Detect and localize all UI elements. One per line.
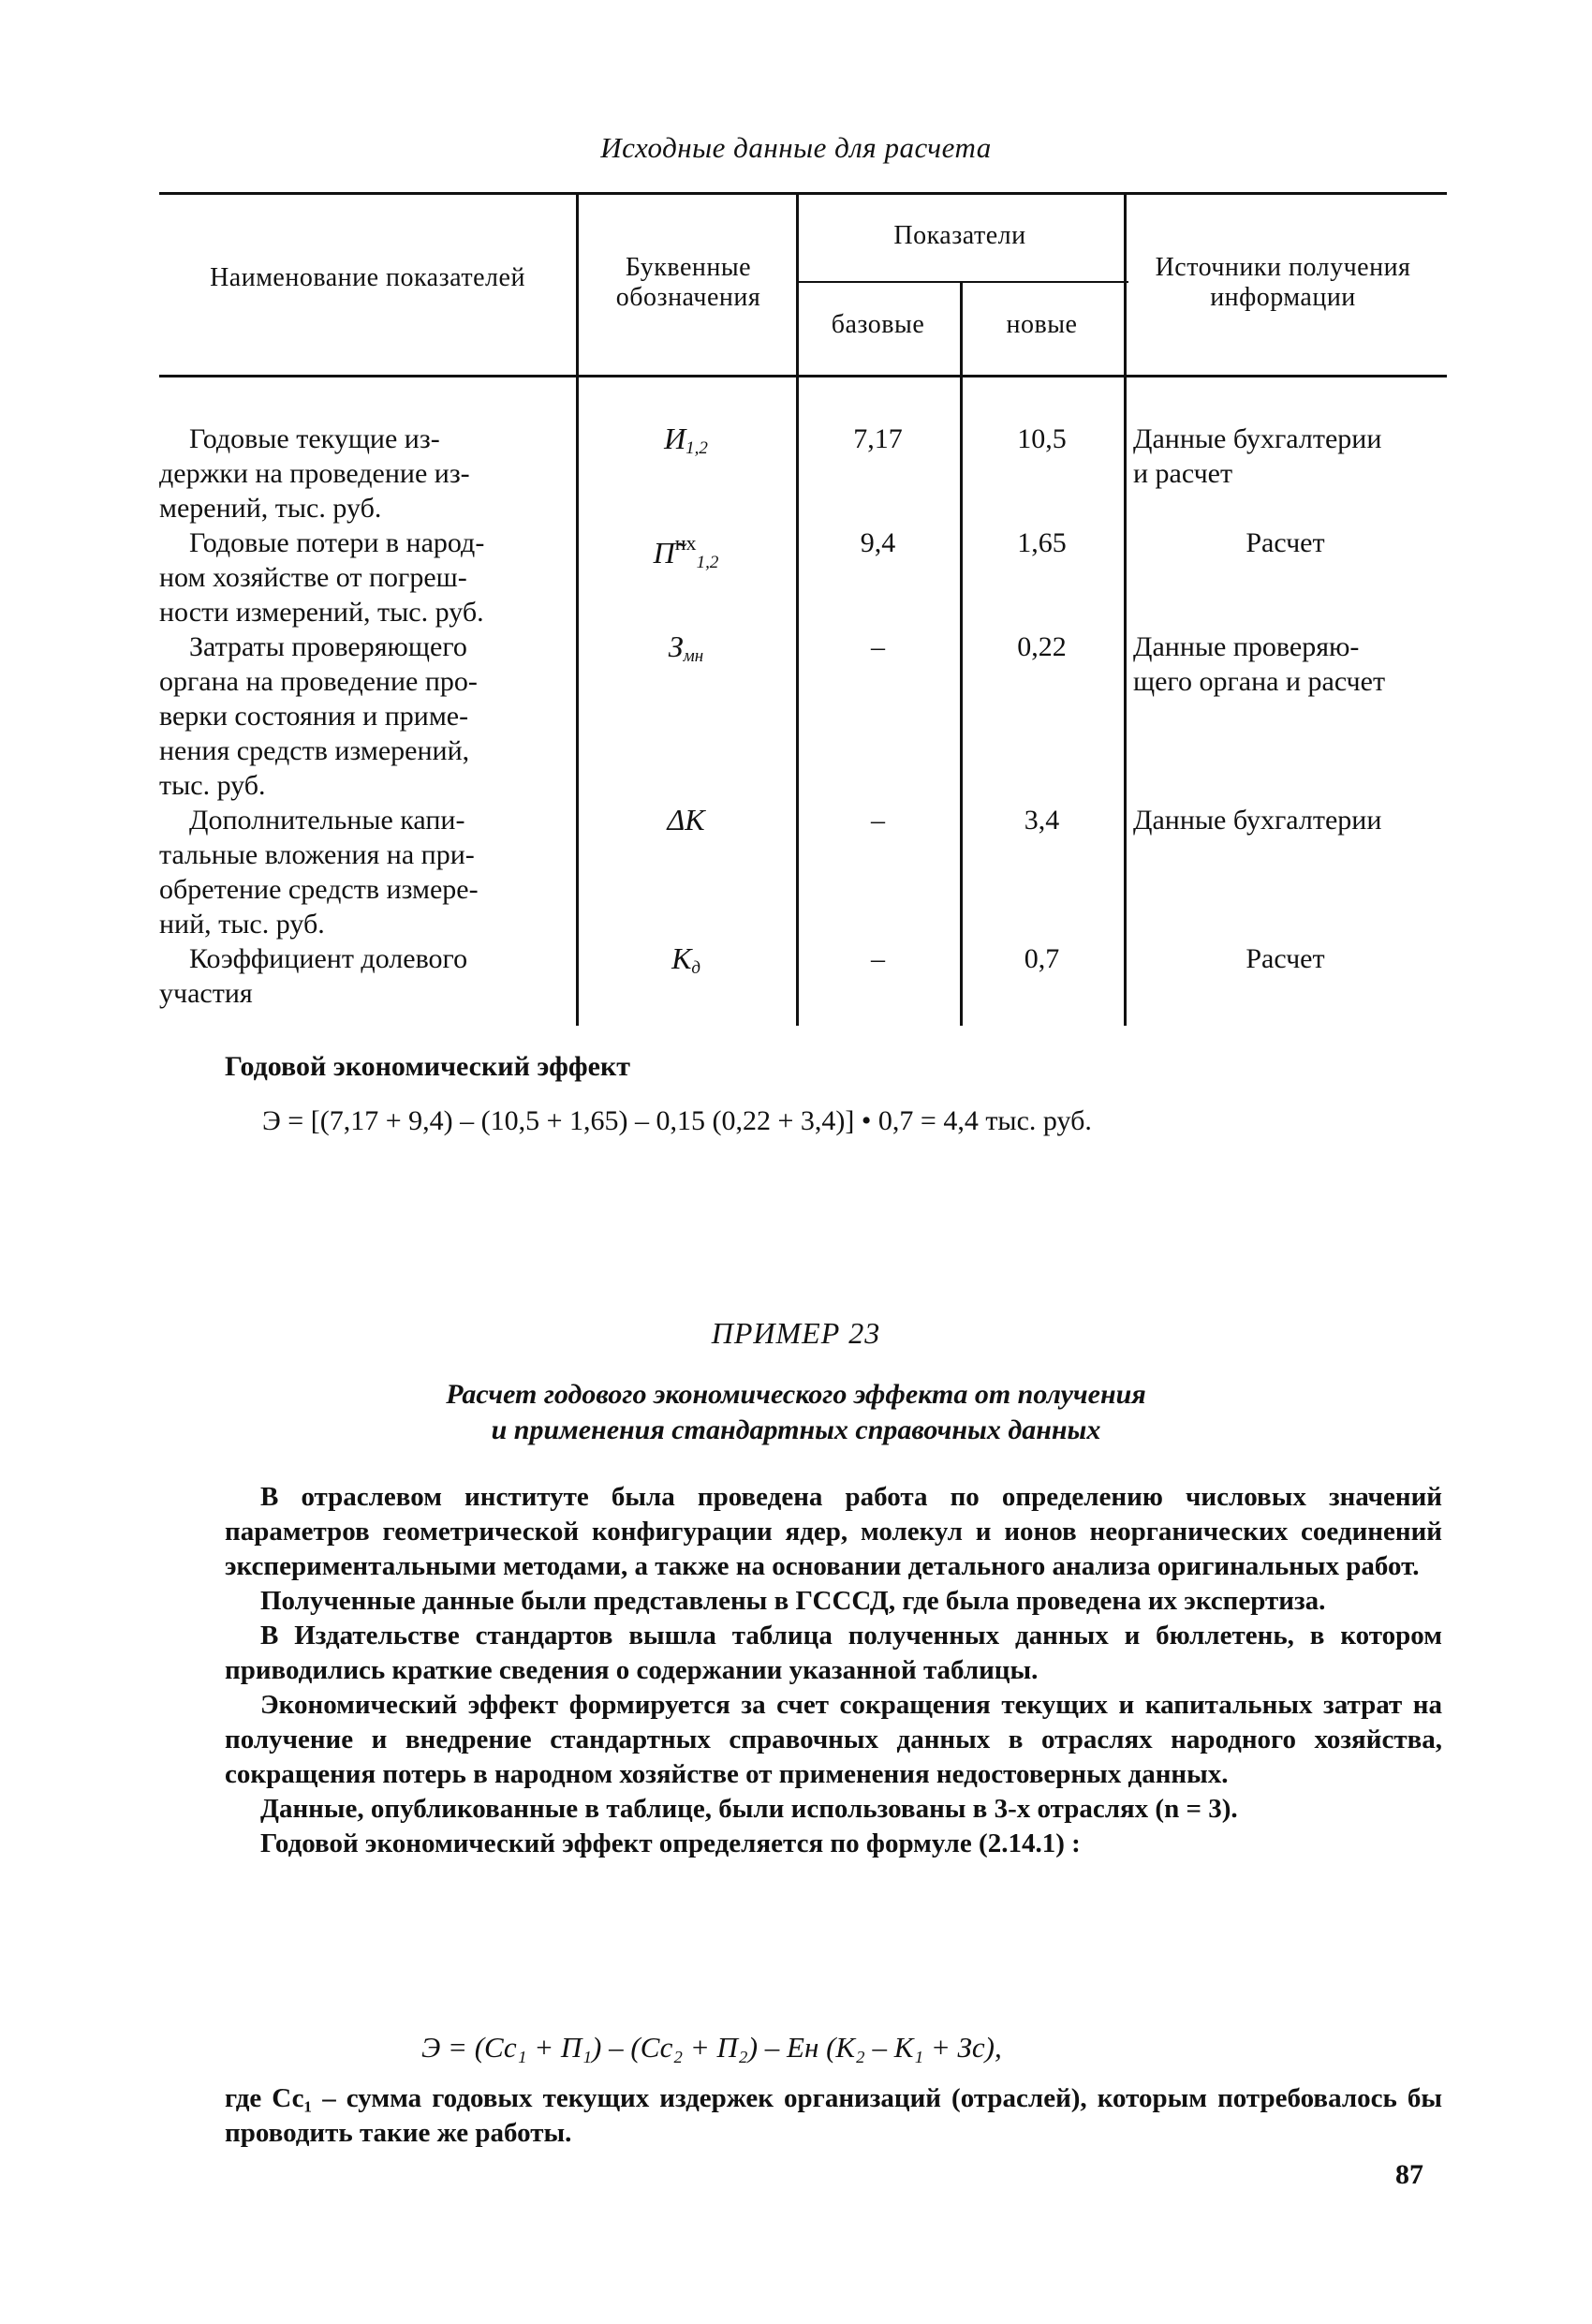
row-name-line: ний, тыс. руб. bbox=[159, 909, 325, 940]
col-divider bbox=[576, 192, 579, 1026]
row-base-value: 9,4 bbox=[860, 527, 896, 558]
header-symbol: Буквенные обозначения bbox=[615, 253, 761, 312]
row-name-line: органа на проведение про- bbox=[159, 666, 478, 697]
header-name: Наименование показателей bbox=[210, 263, 525, 292]
row-base-value: – bbox=[871, 805, 885, 836]
row-name-line: Годовые потери в народ- bbox=[189, 527, 485, 558]
row-base-value: – bbox=[871, 943, 885, 974]
row-new-value: 10,5 bbox=[1017, 423, 1067, 454]
table-caption: Исходные данные для расчета bbox=[600, 131, 992, 164]
row-name-line: Годовые текущие из- bbox=[189, 423, 440, 454]
row-symbol: $И_{1,2}$ bbox=[664, 422, 708, 458]
row-name-line: обретение средств измере- bbox=[159, 874, 479, 905]
header-new: новые bbox=[1006, 310, 1078, 339]
example-heading: ПРИМЕР 23 bbox=[711, 1316, 881, 1350]
effect-formula: Э = [(7,17 + 9,4) – (10,5 + 1,65) – 0,15 (0,22 + 3,4)] • 0,7 = 4,4 тыс. руб. bbox=[262, 1105, 1092, 1136]
table-row bbox=[159, 525, 576, 629]
header-source: Источники получения информации bbox=[1155, 253, 1411, 312]
row-new-value: 0,7 bbox=[1024, 943, 1060, 974]
table-row bbox=[159, 941, 576, 1011]
paragraph: Данные, опубликованные в таблице, были использованы в 3-х отраслях (n = 3). bbox=[260, 1794, 1238, 1824]
example-subtitle-line2: и применения стандартных справочных данных bbox=[491, 1414, 1101, 1445]
row-base-value: 7,17 bbox=[853, 423, 903, 454]
row-name-line: Коэффициент долевого bbox=[189, 943, 468, 974]
row-name-line: тыс. руб. bbox=[159, 770, 266, 801]
row-name-line: Дополнительные капи- bbox=[189, 805, 465, 836]
header-bottom-rule bbox=[159, 375, 1447, 377]
header-base: базовые bbox=[831, 310, 925, 339]
row-new-value: 3,4 bbox=[1024, 805, 1060, 836]
table-top-rule bbox=[159, 192, 1447, 195]
body-text bbox=[225, 1480, 1442, 1861]
row-base-value: – bbox=[871, 631, 885, 662]
row-new-value: 0,22 bbox=[1017, 631, 1067, 662]
paragraph: Годовой экономический эффект определяется по формуле (2.14.1) : bbox=[260, 1828, 1081, 1858]
formula-2-14-1: Э = (Сс₁ + П₁) – (Сс₂ + П₂) – Ен (К₂ – К₁ + Зс), bbox=[421, 2031, 1002, 2064]
row-name-line: тальные вложения на при- bbox=[159, 839, 475, 870]
table-row bbox=[159, 422, 576, 525]
example-subtitle-line1: Расчет годового экономического эффекта от получения bbox=[446, 1379, 1146, 1410]
row-source: Данные бухгалтерии и расчет bbox=[1133, 423, 1382, 489]
row-name-line: держки на проведение из- bbox=[159, 458, 470, 489]
col-divider bbox=[1124, 192, 1127, 1026]
row-name-line: мерений, тыс. руб. bbox=[159, 493, 382, 524]
paragraph: Экономический эффект формируется за счет сокращения текущих и капитальных затрат на получение и внедрение стандартных справочных данных в отраслях народного хозяйства, сокращения потерь в народном хозяйстве от применения недостоверных данных. bbox=[225, 1690, 1442, 1789]
row-source: Расчет bbox=[1246, 943, 1325, 974]
row-name-line: ном хозяйстве от погреш- bbox=[159, 562, 467, 593]
row-name-line: Затраты проверяющего bbox=[189, 631, 467, 662]
row-symbol: П̃$^{нх}_{1,2}$ bbox=[653, 531, 719, 572]
paragraph: Полученные данные были представлены в ГСССД, где была проведена их экспертиза. bbox=[260, 1586, 1326, 1616]
effect-label: Годовой экономический эффект bbox=[225, 1051, 630, 1082]
row-symbol: $З_{мн}$ bbox=[668, 629, 704, 666]
where-paragraph: где Сс₁ – сумма годовых текущих издержек организаций (отраслей), которым потребовалось бы проводить такие же работы. bbox=[225, 2083, 1442, 2148]
where-text bbox=[225, 2081, 1442, 2151]
header-indicators: Показатели bbox=[893, 221, 1026, 250]
row-source: Данные проверяю- щего органа и расчет bbox=[1133, 631, 1386, 697]
row-name-line: верки состояния и приме- bbox=[159, 701, 469, 732]
table-row bbox=[159, 803, 576, 941]
row-source: Расчет bbox=[1246, 527, 1325, 558]
row-name-line: участия bbox=[159, 978, 253, 1009]
row-symbol: $К_д$ bbox=[671, 941, 700, 978]
row-symbol: ΔК bbox=[667, 803, 705, 836]
paragraph: В отраслевом институте была проведена работа по определению числовых значений параметров геометрической конфигурации ядер, молекул и ионов неорганических соединений экспериментальными методами, а также на основании детального анализа оригинальных работ. bbox=[225, 1482, 1442, 1581]
row-source: Данные бухгалтерии bbox=[1133, 805, 1382, 836]
row-name-line: ности измерений, тыс. руб. bbox=[159, 597, 484, 628]
row-name-line: нения средств измерений, bbox=[159, 735, 470, 766]
table-row bbox=[159, 629, 576, 803]
page-number: 87 bbox=[1395, 2159, 1423, 2190]
row-new-value: 1,65 bbox=[1017, 527, 1067, 558]
data-table bbox=[159, 192, 1447, 1026]
paragraph: В Издательстве стандартов вышла таблица полученных данных и бюллетень, в котором приводились краткие сведения о содержании указанной таблицы. bbox=[225, 1621, 1442, 1685]
